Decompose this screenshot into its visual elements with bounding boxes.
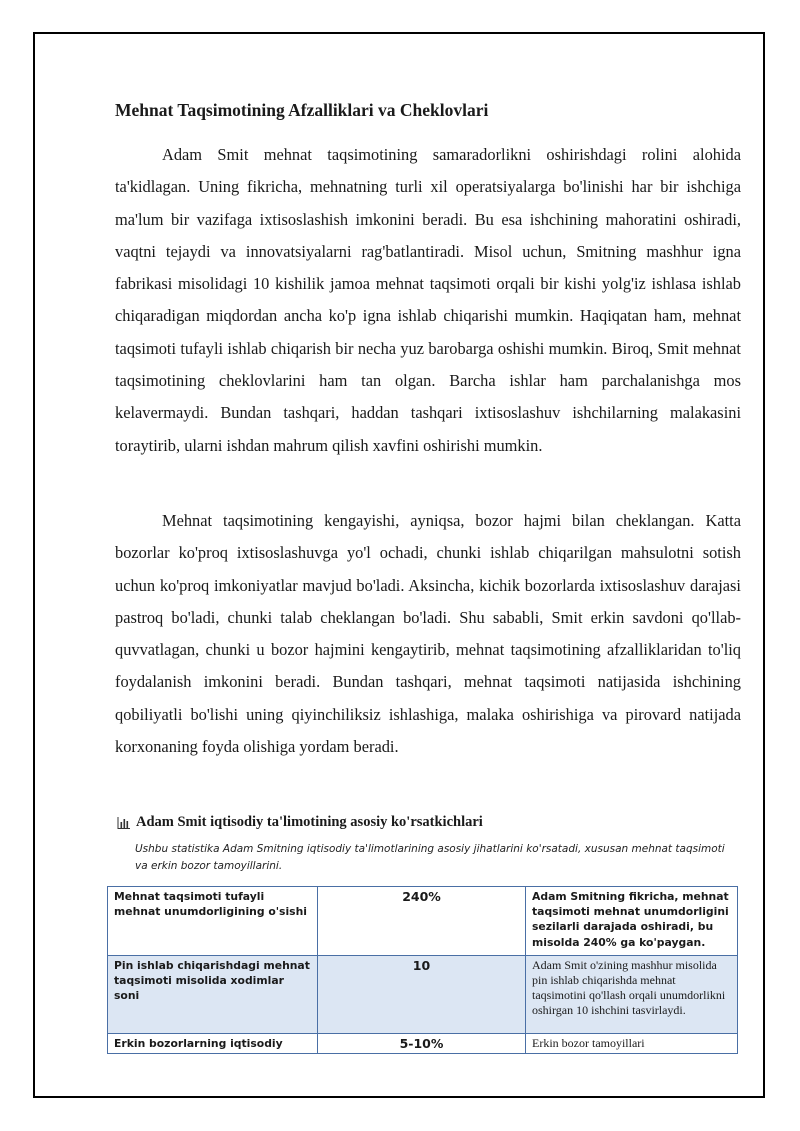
table-row (108, 956, 738, 1034)
row-note: Adam Smitning fikricha, mehnat taqsimoti mehnat unumdorligini sezilarli darajada oshiradi, bu misolda 240% ga ko'paygan. (526, 887, 738, 956)
table-row (108, 1034, 738, 1054)
bar-chart-icon (117, 817, 130, 829)
stats-description: Ushbu statistika Adam Smitning iqtisodiy ta'limotlarining asosiy jihatlarini ko'rsatadi, xususan mehnat taqsimoti va erkin bozor tamoyillarini. (135, 843, 725, 872)
stats-title (117, 814, 483, 831)
stats-table (107, 886, 738, 1054)
row-label: Mehnat taqsimoti tufayli mehnat unumdorligining o'sishi (108, 887, 318, 956)
row-note: Adam Smit o'zining mashhur misolida pin ishlab chiqarishda mehnat taqsimotini qo'llash orqali unumdorlikni oshirgan 10 ishchini tasvirlaydi. (526, 956, 738, 1034)
section-heading: Mehnat Taqsimotining Afzalliklari va Cheklovlari (115, 100, 489, 120)
stats-title-text: Adam Smit iqtisodiy ta'limotining asosiy ko'rsatkichlari (136, 814, 483, 830)
row-label: Pin ishlab chiqarishdagi mehnat taqsimoti misolida xodimlar soni (108, 956, 318, 1034)
row-value: 10 (318, 956, 526, 1034)
row-value: 240% (318, 887, 526, 956)
row-value: 5-10% (318, 1034, 526, 1054)
table-row (108, 887, 738, 956)
row-label: Erkin bozorlarning iqtisodiy (108, 1034, 318, 1054)
paragraph-1: Adam Smit mehnat taqsimotining samaradorlikni oshirishdagi rolini alohida ta'kidlagan. Uning fikricha, mehnatning turli xil operatsiyalarga bo'linishi har bir ishchiga ma'lum bir vazifaga ixtisoslashish imkonini beradi. Bu esa ishchining mahoratini oshiradi, vaqtni tejaydi va innovatsiyalarni rag'batlantiradi. Misol uchun, Smitning mashhur igna fabrikasi misolidagi 10 kishilik jamoa mehnat taqsimoti orqali bir kishi yolg'iz ishlasa ishlab chiqaradigan miqdordan ancha ko'p igna ishlab chiqarishi mumkin. Haqiqatan ham, mehnat taqsimoti tufayli ishlab chiqarish bir necha yuz barobarga oshishi mumkin. Biroq, Smit mehnat taqsimotining cheklovlarini ham tan olgan. Barcha ishlar ham parchalanishga mos kelavermaydi. Bundan tashqari, haddan tashqari ixtisoslashuv ishchilarning malakasini toraytirib, ularni ishdan mahrum qilish xavfini oshirishi mumkin. (115, 145, 741, 455)
paragraph-2: Mehnat taqsimotining kengayishi, ayniqsa, bozor hajmi bilan cheklangan. Katta bozorlar ko'proq ixtisoslashuvga yo'l ochadi, chunki ishlab chiqarilgan mahsulotni sotish uchun ko'proq imkoniyatlar mavjud bo'ladi. Aksincha, kichik bozorlarda ixtisoslashuv darajasi pastroq bo'ladi, chunki talab cheklangan bo'ladi. Shu sababli, Smit erkin savdoni qo'llab-quvvatlagan, chunki u bozor hajmini kengaytirib, mehnat taqsimotining afzalliklaridan to'liq foydalanish imkonini beradi. Bundan tashqari, mehnat taqsimoti natijasida ishchining qobiliyatli bo'lishi uning qiyinchiliksiz ishlashiga, malaka oshirishiga va pirovard natijada korxonaning foyda olishiga yordam beradi. (115, 511, 741, 757)
row-note: Erkin bozor tamoyillari (526, 1034, 738, 1054)
